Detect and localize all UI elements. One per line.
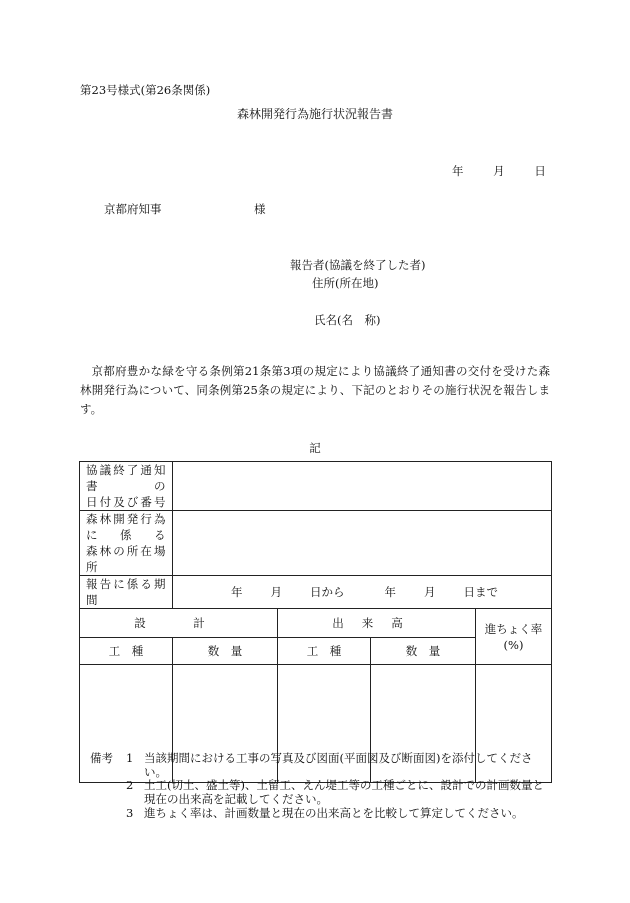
period-label-cell [80,576,173,609]
date-year: 年 [452,164,464,178]
note-number: 1 [126,751,134,765]
table-row-notice [80,462,552,511]
name-label: 氏名(名 称) [314,313,381,327]
progress-quantity-header: 数 量 [371,638,476,665]
ki-heading: 記 [309,441,321,455]
period-label: 報告に係る期間 [86,577,166,607]
progress-rate-header [476,609,552,665]
note-item-1 [126,752,550,779]
reporter-label: 報告者(協議を終了した者) [290,258,426,272]
table-row-period [80,576,552,609]
notice-label-cell [80,462,173,511]
notice-label-line2: 日付及び番号 [86,495,166,509]
honorific: 様 [254,202,266,216]
period-year2: 年 [384,585,396,599]
note-item-2 [126,779,550,806]
design-header [80,609,278,638]
design-work-type-header: 工 種 [80,638,173,665]
period-month1: 月 [270,585,282,599]
note-text: 当該期間における工事の写真及び図面(平面図及び断面図)を添付してください。 [144,751,533,779]
progress-amount-header-text: 出来高 [332,616,421,630]
location-label-line2: 森林の所在場所 [86,544,166,574]
table-row-group-header [80,609,552,638]
location-label-line1: 森林開発行為に係る [86,512,166,542]
note-number: 3 [126,806,134,820]
notice-label-line1: 協議終了通知書の [86,463,166,493]
notice-value-cell[interactable] [173,462,552,511]
period-month2: 月 [424,585,436,599]
design-quantity-header: 数 量 [173,638,278,665]
report-table [79,461,552,783]
form-number: 第23号様式(第26条関係) [80,83,211,97]
table-row-location [80,511,552,576]
note-text: 土工(切土、盛土等)、土留工、えん堤工等の工種ごとに、設計での計画数量と現在の出来高を記載してください。 [144,778,544,806]
period-day2: 日まで [463,585,498,599]
progress-amount-header [278,609,476,638]
date-month: 月 [493,164,505,178]
note-item-3 [126,807,550,821]
progress-rate-line1: 進ちょく率 [484,621,543,636]
note-number: 2 [126,778,134,792]
period-value-cell[interactable] [173,576,552,609]
body-text: 京都府豊かな緑を守る条例第21条第3項の規定により協議終了通知書の交付を受けた森林開発行為について、同条例第25条の規定により、下記のとおりその施行状況を報告します。 [80,364,550,416]
date-line [452,163,572,179]
period-day1: 日から [310,585,345,599]
progress-rate-line2: (%) [503,637,524,652]
address-label: 住所(所在地) [312,276,379,290]
notes-heading: 備考 [90,751,113,765]
progress-work-type-header: 工 種 [278,638,371,665]
location-value-cell[interactable] [173,511,552,576]
note-text: 進ちょく率は、計画数量と現在の出来高とを比較して算定してください。 [144,806,524,820]
document-title: 森林開発行為施行状況報告書 [236,107,393,121]
date-day: 日 [534,164,546,178]
location-label-cell [80,511,173,576]
design-header-text: 設 計 [134,616,223,630]
addressee: 京都府知事 [104,202,162,216]
period-year1: 年 [231,585,243,599]
